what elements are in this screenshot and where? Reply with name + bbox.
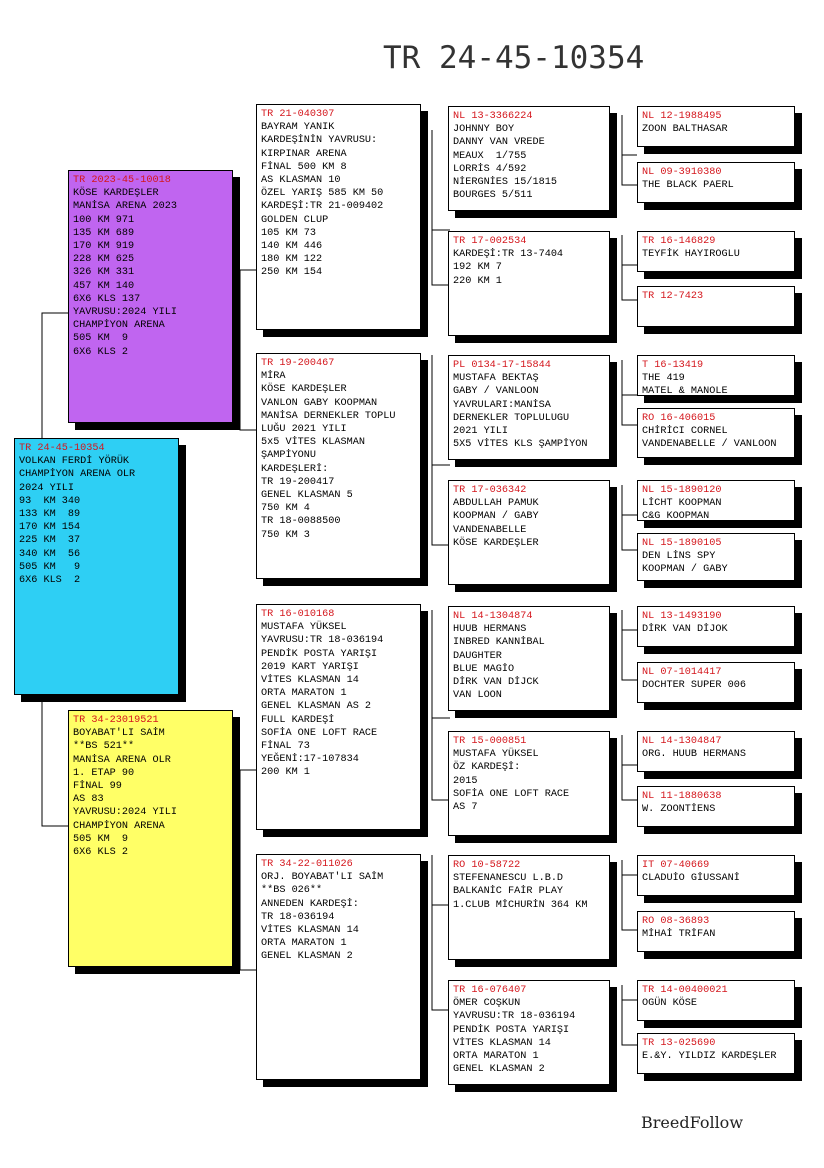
card-line: DEN LİNS SPY (642, 551, 716, 563)
ring-number: NL 11-1880638 (642, 791, 722, 802)
ring-number: TR 19-200467 (261, 358, 335, 369)
card-line: MATEL & MANOLE (642, 386, 728, 396)
card-line: TR 18-036194 (261, 911, 335, 923)
g5-card-1 (637, 106, 795, 147)
card-line: NİERGNİES 15/1815 (453, 177, 557, 189)
card-line: 750 KM 3 (261, 529, 310, 541)
card-line: LUĞU 2021 YILI (261, 424, 347, 436)
card-line: AS 83 (73, 794, 104, 806)
card-line: KÖSE KARDEŞLER (261, 384, 347, 396)
card-line: CLADUİO GİUSSANİ (642, 873, 740, 885)
g5-card-8 (637, 533, 795, 581)
ring-number: TR 16-146829 (642, 236, 716, 247)
card-line: AS KLASMAN 10 (261, 175, 341, 187)
card-line: YAVRUSU:TR 18-036194 (453, 1011, 576, 1023)
card-line: C&G KOOPMAN (642, 511, 710, 521)
card-line: ÖZEL YARIŞ 585 KM 50 (261, 188, 384, 200)
g5-card-9 (637, 606, 795, 647)
card-line: MİHAİ TRİFAN (642, 929, 716, 941)
dd-sire-card (448, 855, 610, 960)
card-line: 6X6 KLS 2 (73, 346, 129, 358)
card-line: TEYFİK HAYIROGLU (642, 249, 740, 261)
card-line: 750 KM 4 (261, 503, 310, 515)
g5-card-7 (637, 480, 795, 521)
ring-number: NL 14-1304847 (642, 736, 722, 747)
card-line: SOFİA ONE LOFT RACE (453, 788, 570, 800)
card-line: GENEL KLASMAN 5 (261, 490, 353, 502)
card-line: 93 KM 340 (19, 495, 81, 507)
card-line: ORTA MARATON 1 (261, 938, 347, 950)
card-line: YAVRULARI:MANİSA (453, 399, 551, 411)
card-line: ÖMER COŞKUN (453, 998, 521, 1010)
card-line: 225 KM 37 (19, 535, 81, 547)
card-line: CHAMPİYON ARENA (73, 320, 165, 332)
card-line: DANNY VAN VREDE (453, 137, 545, 149)
card-line: KARDEŞİNİN YAVRUSU: (261, 135, 378, 147)
g5-card-4 (637, 286, 795, 327)
ring-number: TR 14-00400021 (642, 985, 728, 996)
card-line: DİRK VAN DİJCK (453, 677, 539, 689)
card-line: GENEL KLASMAN 2 (453, 1064, 545, 1076)
card-line: 505 KM 9 (19, 561, 81, 573)
card-line: BAYRAM YANIK (261, 122, 335, 134)
card-line: CHAMPİYON ARENA (73, 820, 165, 832)
ring-number: TR 2023-45-10018 (73, 175, 171, 186)
ring-number: NL 15-1890105 (642, 538, 722, 549)
card-line: 170 KM 919 (73, 241, 135, 253)
card-line: **BS 026** (261, 885, 323, 897)
ss-dam-card (448, 231, 610, 336)
ds-dam-card (448, 731, 610, 836)
card-line: 200 KM 1 (261, 767, 310, 779)
card-line: TR 18-0088500 (261, 516, 341, 528)
card-line: 133 KM 89 (19, 509, 81, 521)
card-line: KARDEŞİ:TR 21-009402 (261, 201, 384, 213)
card-line: GENEL KLASMAN AS 2 (261, 701, 372, 713)
card-line: ŞAMPİYONU (261, 450, 317, 462)
card-line: ANNEDEN KARDEŞİ: (261, 898, 359, 910)
card-line: 2015 (453, 775, 478, 787)
ss-sire-card (448, 106, 610, 211)
card-line: 1.CLUB MİCHURİN 364 KM (453, 899, 588, 911)
card-line: DİRK VAN DİJOK (642, 624, 728, 636)
ring-number: PL 0134-17-15844 (453, 360, 551, 371)
card-line: THE BLACK PAERL (642, 180, 734, 192)
card-line: KÖSE KARDEŞLER (73, 188, 159, 200)
card-line: OGÜN KÖSE (642, 998, 698, 1010)
card-line: GABY / VANLOON (453, 386, 539, 398)
card-line: VAN LOON (453, 690, 502, 702)
card-line: MANİSA ARENA 2023 (73, 201, 177, 213)
ds-sire-card (448, 606, 610, 711)
g5-card-5 (637, 355, 795, 396)
sire-dam-card (256, 353, 421, 579)
card-line: 228 KM 625 (73, 254, 135, 266)
ring-number: NL 14-1304874 (453, 611, 533, 622)
card-line: **BS 521** (73, 741, 135, 753)
card-line: MANİSA ARENA OLR (73, 754, 171, 766)
subject-pigeon-card (14, 438, 179, 695)
card-line: 2021 YILI (453, 426, 509, 438)
card-line: KÖSE KARDEŞLER (453, 537, 539, 549)
card-line: VİTES KLASMAN 14 (453, 1037, 551, 1049)
card-line: BOURGES 5/511 (453, 190, 533, 202)
ring-number: IT 07-40669 (642, 860, 710, 871)
card-line: ORTA MARATON 1 (261, 688, 347, 700)
card-line: 180 KM 122 (261, 254, 323, 266)
card-line: ORJ. BOYABAT'LI SAİM (261, 872, 384, 884)
ring-number: NL 13-3366224 (453, 111, 533, 122)
card-line: ORG. HUUB HERMANS (642, 749, 746, 761)
ring-number: NL 12-1988495 (642, 111, 722, 122)
card-line: FİNAL 73 (261, 741, 310, 753)
sd-sire-card (448, 355, 610, 460)
card-line: CHAMPİYON ARENA OLR (19, 469, 136, 481)
card-line: BLUE MAGİO (453, 663, 515, 675)
card-line: GOLDEN CLUP (261, 214, 329, 226)
ring-number: TR 15-000851 (453, 736, 527, 747)
sire-card (68, 170, 233, 423)
ring-number: RO 16-406015 (642, 413, 716, 424)
card-line: MEAUX 1/755 (453, 150, 527, 162)
card-line: INBRED KANNİBAL (453, 637, 545, 649)
card-line: PENDİK POSTA YARIŞI (261, 648, 378, 660)
card-line: HUUB HERMANS (453, 624, 527, 636)
card-line: MUSTAFA BEKTAŞ (453, 373, 539, 385)
card-line: PENDİK POSTA YARIŞI (453, 1024, 570, 1036)
ring-number: TR 16-076407 (453, 985, 527, 996)
card-line: W. ZOONTİENS (642, 804, 716, 816)
ring-number: RO 10-58722 (453, 860, 521, 871)
card-line: 140 KM 446 (261, 241, 323, 253)
sd-dam-card (448, 480, 610, 585)
card-line: FULL KARDEŞİ (261, 714, 335, 726)
card-line: 5x5 VİTES KLASMAN (261, 437, 365, 449)
sire-sire-card (256, 104, 421, 330)
ring-number: NL 07-1014417 (642, 667, 722, 678)
card-line: DAUGHTER (453, 650, 502, 662)
card-line: 6X6 KLS 2 (73, 847, 129, 859)
card-line: YAVRUSU:2024 YILI (73, 307, 177, 319)
dam-card (68, 710, 233, 967)
card-line: 457 KM 140 (73, 280, 135, 292)
card-line: ZOON BALTHASAR (642, 124, 728, 136)
card-line: LİCHT KOOPMAN (642, 498, 722, 510)
card-line: 505 KM 9 (73, 833, 129, 845)
card-line: VİTES KLASMAN 14 (261, 675, 359, 687)
card-line: VİTES KLASMAN 14 (261, 925, 359, 937)
ring-number: T 16-13419 (642, 360, 704, 371)
card-line: 6X6 KLS 137 (73, 293, 141, 305)
ring-number: TR 16-010168 (261, 609, 335, 620)
card-line: VANDENABELLE / VANLOON (642, 439, 777, 451)
g5-card-16 (637, 1033, 795, 1074)
g5-card-13 (637, 855, 795, 896)
card-line: KARDEŞİ:TR 13-7404 (453, 249, 564, 261)
card-line: MANİSA DERNEKLER TOPLU (261, 410, 396, 422)
card-line: E.&Y. YILDIZ KARDEŞLER (642, 1051, 777, 1063)
card-line: 135 KM 689 (73, 227, 135, 239)
card-line: JOHNNY BOY (453, 124, 515, 136)
ring-number: TR 34-22-011026 (261, 859, 353, 870)
dam-sire-card (256, 604, 421, 830)
card-line: TR 19-200417 (261, 476, 335, 488)
card-line: DERNEKLER TOPLULUGU (453, 412, 570, 424)
card-line: 5X5 VİTES KLS ŞAMPİYON (453, 439, 588, 451)
g5-card-11 (637, 731, 795, 772)
card-line: 192 KM 7 (453, 262, 502, 274)
ring-number: NL 09-3910380 (642, 167, 722, 178)
card-line: SOFİA ONE LOFT RACE (261, 727, 378, 739)
ring-number: TR 17-036342 (453, 485, 527, 496)
card-line: 105 KM 73 (261, 227, 317, 239)
card-line: 170 KM 154 (19, 522, 81, 534)
card-line: 100 KM 971 (73, 214, 135, 226)
ring-number: TR 21-040307 (261, 109, 335, 120)
card-line: ORTA MARATON 1 (453, 1051, 539, 1063)
card-line: BALKANİC FAİR PLAY (453, 886, 564, 898)
card-line: 6X6 KLS 2 (19, 575, 81, 587)
card-line: MİRA (261, 371, 286, 383)
card-line: VOLKAN FERDİ YÖRÜK (19, 456, 130, 468)
card-line: FİNAL 500 KM 8 (261, 161, 347, 173)
g5-card-15 (637, 980, 795, 1021)
card-line: 2019 KART YARIŞI (261, 661, 359, 673)
card-line: YAVRUSU:2024 YILI (73, 807, 177, 819)
g5-card-10 (637, 662, 795, 703)
card-line: KOOPMAN / GABY (642, 564, 728, 576)
ring-number: TR 13-025690 (642, 1038, 716, 1049)
card-line: AS 7 (453, 802, 478, 814)
card-line: KIRPINAR ARENA (261, 148, 347, 160)
card-line: KOOPMAN / GABY (453, 511, 539, 523)
card-line: BOYABAT'LI SAİM (73, 728, 165, 740)
card-line: LORRİS 4/592 (453, 163, 527, 175)
ring-number: TR 34-23019521 (73, 715, 159, 726)
card-line: 505 KM 9 (73, 333, 129, 345)
card-line: 250 KM 154 (261, 267, 323, 279)
ring-number: NL 13-1493190 (642, 611, 722, 622)
card-line: DOCHTER SUPER 006 (642, 680, 746, 692)
card-line: ÖZ KARDEŞİ: (453, 762, 521, 774)
card-line: YEĞENİ:17-107834 (261, 754, 359, 766)
card-line: 2024 YILI (19, 482, 75, 494)
breedfollow-watermark: BreedFollow (641, 1113, 744, 1132)
card-line: MUSTAFA YÜKSEL (261, 622, 347, 634)
g5-card-2 (637, 162, 795, 203)
card-line: YAVRUSU:TR 18-036194 (261, 635, 384, 647)
card-line: 1. ETAP 90 (73, 767, 135, 779)
card-line: ABDULLAH PAMUK (453, 498, 539, 510)
page-title: TR 24-45-10354 (383, 40, 645, 76)
card-line: VANDENABELLE (453, 524, 527, 536)
card-line: 326 KM 331 (73, 267, 135, 279)
g5-card-14 (637, 911, 795, 952)
card-line: VANLON GABY KOOPMAN (261, 397, 378, 409)
ring-number: TR 12-7423 (642, 291, 704, 302)
card-line: STEFENANESCU L.B.D (453, 873, 564, 885)
card-line: 220 KM 1 (453, 275, 502, 287)
g5-card-6 (637, 408, 795, 458)
dd-dam-card (448, 980, 610, 1085)
card-line: MUSTAFA YÜKSEL (453, 749, 539, 761)
ring-number: TR 17-002534 (453, 236, 527, 247)
ring-number: RO 08-36893 (642, 916, 710, 927)
card-line: FİNAL 99 (73, 781, 122, 793)
card-line: GENEL KLASMAN 2 (261, 951, 353, 963)
card-line: THE 419 (642, 373, 685, 385)
ring-number: NL 15-1890120 (642, 485, 722, 496)
g5-card-12 (637, 786, 795, 827)
g5-card-3 (637, 231, 795, 272)
ring-number: TR 24-45-10354 (19, 443, 105, 454)
card-line: 340 KM 56 (19, 548, 81, 560)
card-line: CHİRİCI CORNEL (642, 426, 728, 438)
card-line: KARDEŞLERİ: (261, 463, 329, 475)
dam-dam-card (256, 854, 421, 1080)
